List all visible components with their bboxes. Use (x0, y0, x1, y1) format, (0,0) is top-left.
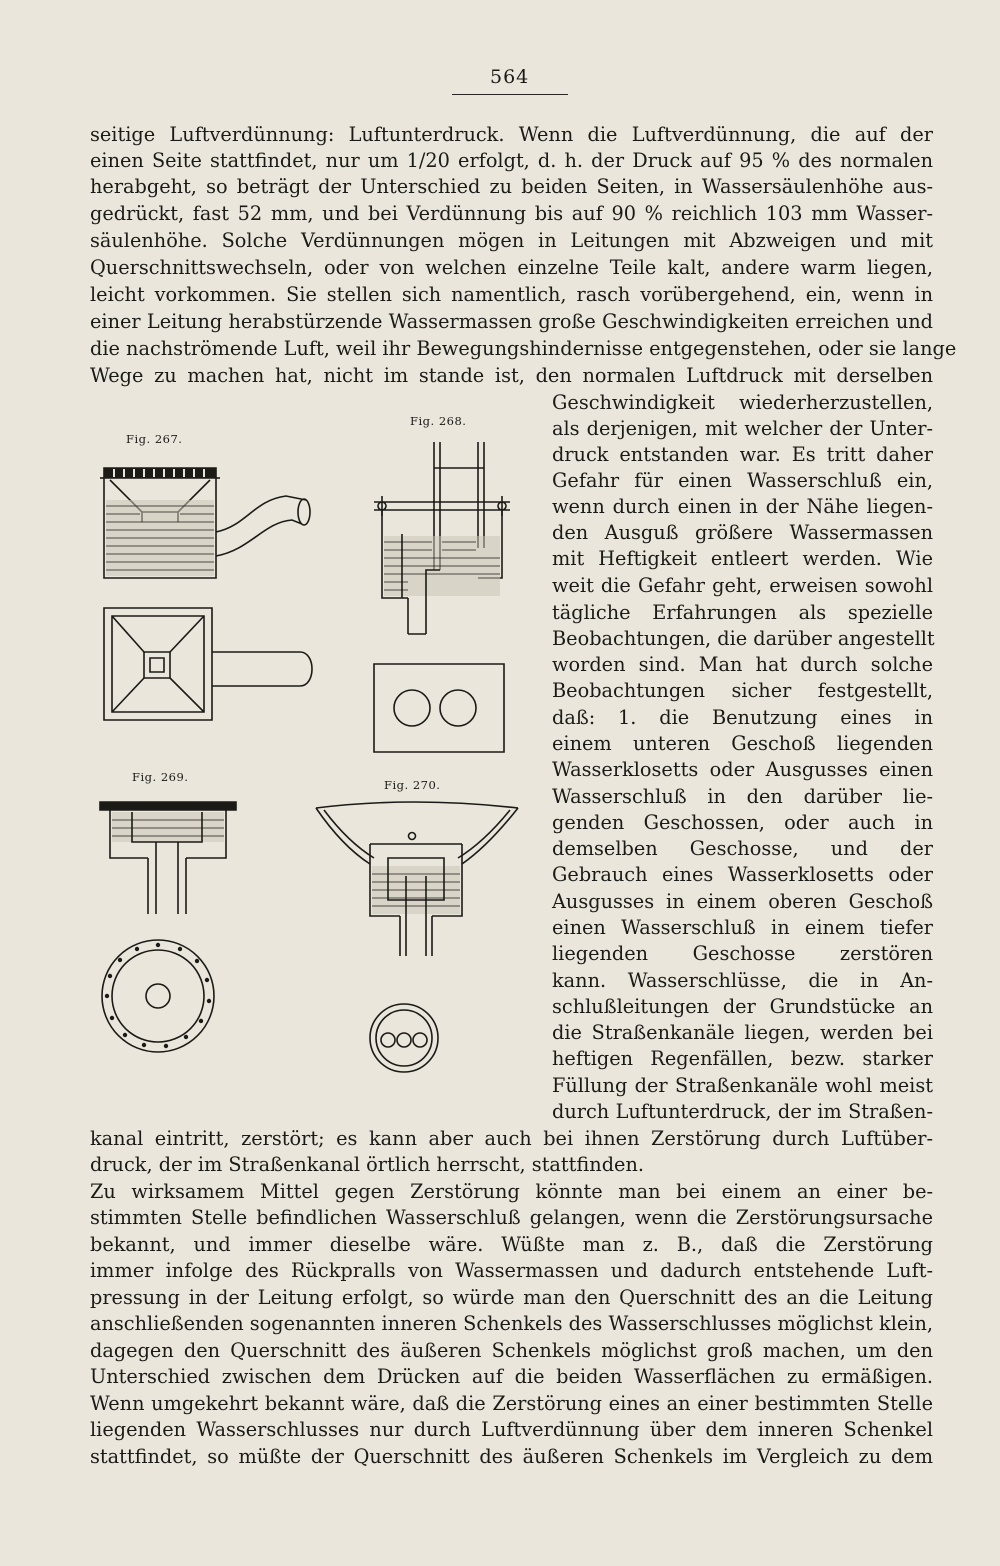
column-text-line: wenn durch einen in der Nähe liegen- (552, 495, 933, 518)
column-text-line: durch Luftunterdruck, der im Straßen- (552, 1100, 933, 1123)
column-text-line: daß: 1. die Benutzung eines in (552, 706, 933, 729)
column-text-line: Wasserklosetts oder Ausgusses einen (552, 758, 933, 781)
text-line: einen Seite stattfindet, nur um 1/20 erfolgt, d. h. der Druck auf 95 % des normalen (90, 149, 933, 172)
column-text-line: weit die Gefahr geht, erweisen sowohl (552, 574, 933, 597)
text-line: Querschnittswechseln, oder von welchen einzelne Teile kalt, andere warm liegen, (90, 256, 933, 279)
text-line: Wege zu machen hat, nicht im stande ist, den normalen Luftdruck mit derselben (90, 364, 933, 387)
column-text-line: worden sind. Man hat durch solche (552, 653, 933, 676)
figure-270-drawing (312, 796, 526, 1076)
text-line: stattfindet, so müßte der Querschnitt des äußeren Schenkels im Vergleich zu dem (90, 1445, 933, 1468)
text-line: dagegen den Querschnitt des äußeren Schenkels möglichst groß machen, um den (90, 1339, 933, 1362)
figure-267-label: Fig. 267. (126, 432, 183, 446)
text-line: anschließenden sogenannten inneren Schenkels des Wasserschlusses möglichst klein, (90, 1312, 933, 1335)
text-line: immer infolge des Rückpralls von Wassermassen und dadurch entstehende Luft- (90, 1259, 933, 1282)
text-line: Unterschied zwischen dem Drücken auf die beiden Wasserflächen zu ermäßigen. (90, 1365, 933, 1388)
column-text-line: als derjenigen, mit welcher der Unter- (552, 417, 933, 440)
figure-268-drawing (362, 438, 522, 756)
column-text-line: kann. Wasserschlüsse, die in An- (552, 969, 933, 992)
text-line: liegenden Wasserschlusses nur durch Luftverdünnung über dem inneren Schenkel (90, 1418, 933, 1441)
column-text-line: Ausgusses in einem oberen Geschoß (552, 890, 933, 913)
figure-268-label: Fig. 268. (410, 414, 467, 428)
figure-267-drawing (96, 460, 326, 730)
text-line: leicht vorkommen. Sie stellen sich namentlich, rasch vorübergehend, ein, wenn in (90, 283, 933, 306)
header-rule (452, 94, 568, 95)
text-line: Zu wirksamem Mittel gegen Zerstörung könnte man bei einem an einer be- (90, 1180, 933, 1203)
text-line: bekannt, und immer dieselbe wäre. Wüßte man z. B., daß die Zerstörung (90, 1233, 933, 1256)
column-text-line: heftigen Regenfällen, bezw. starker (552, 1047, 933, 1070)
text-line: säulenhöhe. Solche Verdünnungen mögen in Leitungen mit Abzweigen und mit (90, 229, 933, 252)
column-text-line: Beobachtungen, die darüber angestellt (552, 627, 935, 650)
column-text-line: druck entstanden war. Es tritt daher (552, 443, 933, 466)
text-line: pressung in der Leitung erfolgt, so würde man den Querschnitt des an die Leitung (90, 1286, 933, 1309)
column-text-line: tägliche Erfahrungen als spezielle (552, 601, 933, 624)
column-text-line: Beobachtungen sicher festgestellt, (552, 679, 933, 702)
column-text-line: die Straßenkanäle liegen, werden bei (552, 1021, 933, 1044)
column-text-line: Geschwindigkeit wiederherzustellen, (552, 391, 933, 414)
text-line: Wenn umgekehrt bekannt wäre, daß die Zerstörung eines an einer bestimmten Stelle (90, 1392, 933, 1415)
column-text-line: Gefahr für einen Wasserschluß ein, (552, 469, 933, 492)
column-text-line: den Ausguß größere Wassermassen (552, 521, 933, 544)
text-line: gedrückt, fast 52 mm, und bei Verdünnung bis auf 90 % reichlich 103 mm Wasser- (90, 202, 933, 225)
column-text-line: Wasserschluß in den darüber lie- (552, 785, 933, 808)
column-text-line: genden Geschossen, oder auch in (552, 811, 933, 834)
text-line: druck, der im Straßenkanal örtlich herrscht, stattfinden. (90, 1153, 645, 1176)
text-line: die nachströmende Luft, weil ihr Bewegungshindernisse entgegenstehen, oder sie lange (90, 337, 957, 360)
column-text-line: schlußleitungen der Grundstücke an (552, 995, 933, 1018)
column-text-line: Gebrauch eines Wasserklosetts oder (552, 863, 933, 886)
column-text-line: liegenden Geschosse zerstören (552, 942, 933, 965)
page-number: 564 (490, 66, 530, 88)
figure-270-label: Fig. 270. (384, 778, 441, 792)
column-text-line: einem unteren Geschoß liegenden (552, 732, 933, 755)
column-text-line: mit Heftigkeit entleert werden. Wie (552, 547, 933, 570)
text-line: stimmten Stelle befindlichen Wasserschluß gelangen, wenn die Zerstörungsursache (90, 1206, 933, 1229)
column-text-line: demselben Geschosse, und der (552, 837, 933, 860)
text-line: seitige Luftverdünnung: Luftunterdruck. Wenn die Luftverdünnung, die auf der (90, 123, 933, 146)
column-text-line: Füllung der Straßenkanäle wohl meist (552, 1074, 933, 1097)
column-text-line: einen Wasserschluß in einem tiefer (552, 916, 933, 939)
text-line: kanal eintritt, zerstört; es kann aber auch bei ihnen Zerstörung durch Luftüber- (90, 1127, 933, 1150)
text-line: einer Leitung herabstürzende Wassermassen große Geschwindigkeiten erreichen und (90, 310, 933, 333)
figure-269-label: Fig. 269. (132, 770, 189, 784)
figure-269-drawing (96, 796, 246, 1056)
text-line: herabgeht, so beträgt der Unterschied zu beiden Seiten, in Wassersäulenhöhe aus- (90, 175, 933, 198)
